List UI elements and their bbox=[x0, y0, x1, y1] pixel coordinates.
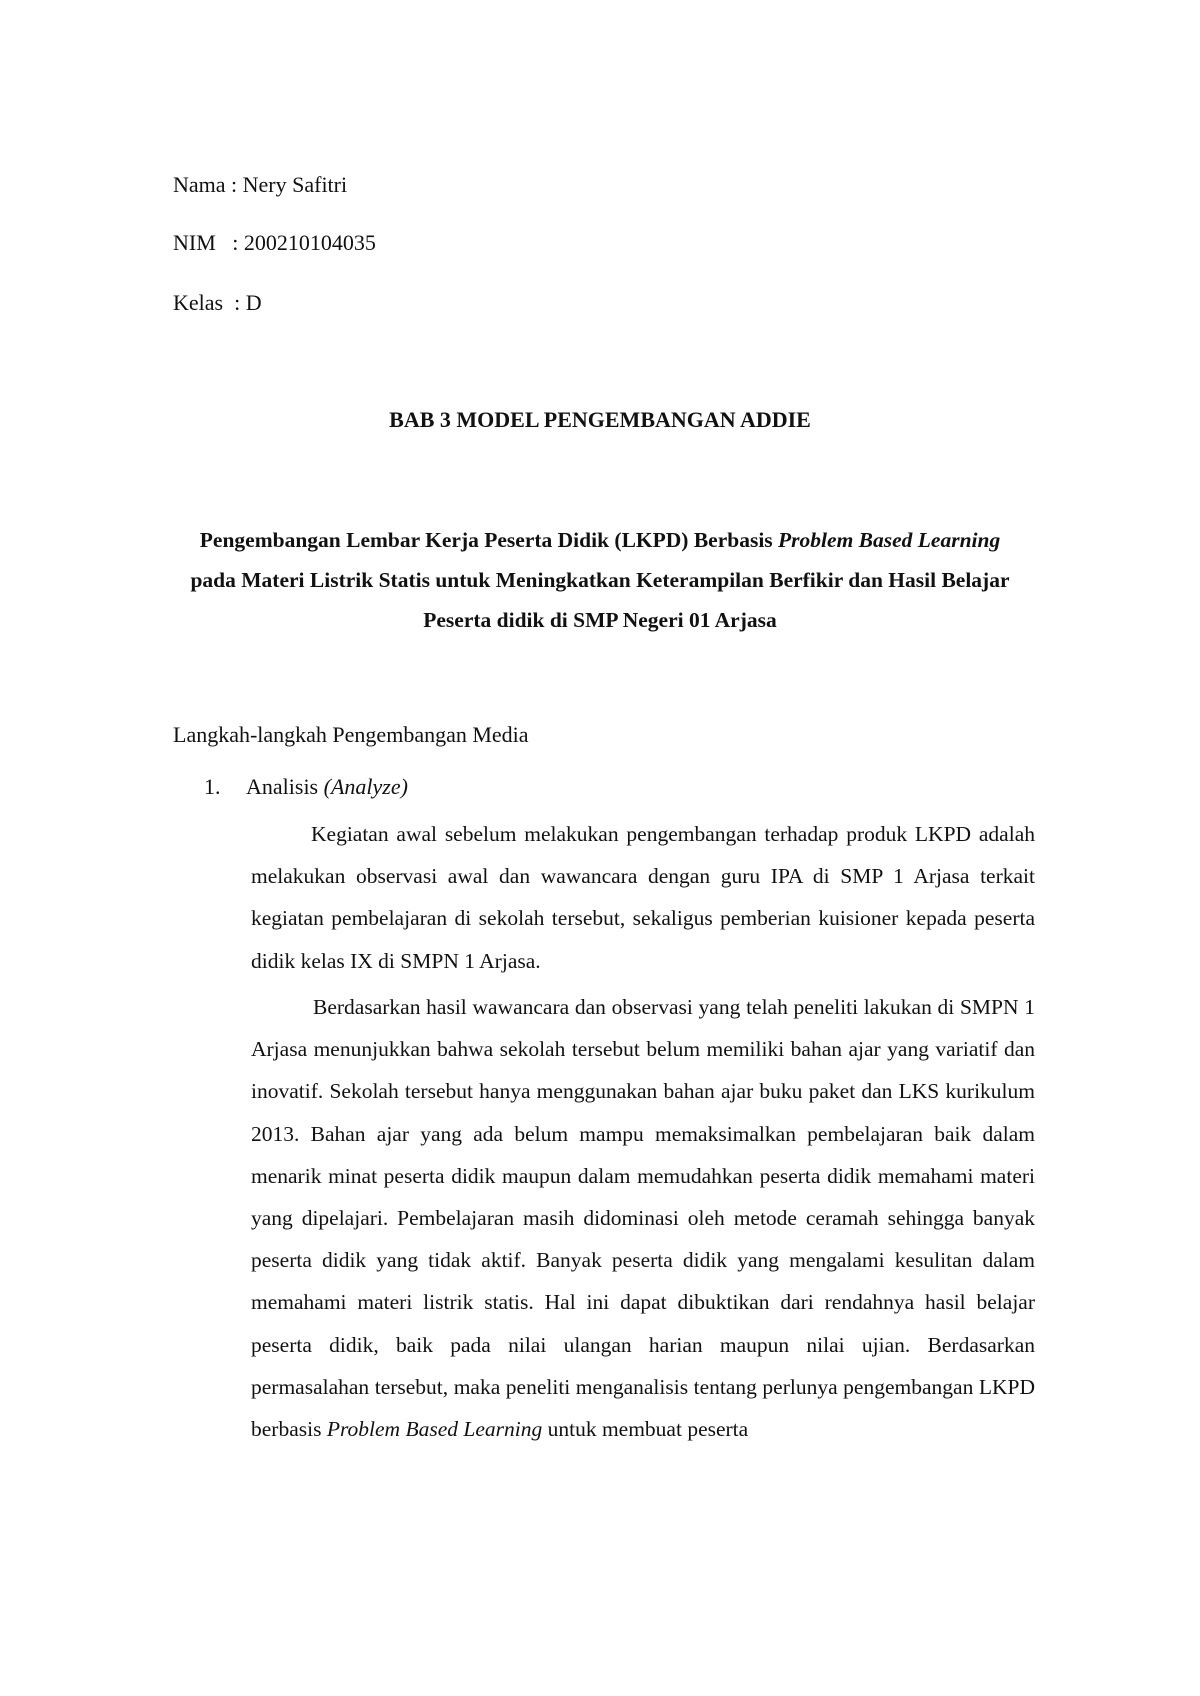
research-title-part1: Pengembangan Lembar Kerja Peserta Didik (LKPD) Berbasis bbox=[199, 528, 779, 552]
list-number: 1. bbox=[204, 774, 221, 799]
student-name-line: Nama : Nery Safitri bbox=[173, 172, 348, 197]
section-heading: Langkah-langkah Pengembangan Media bbox=[173, 722, 529, 747]
research-title bbox=[180, 520, 1020, 640]
list-label: Analisis bbox=[246, 774, 324, 799]
paragraph-2-text: Berdasarkan hasil wawancara dan observasi yang telah peneliti lakukan di SMPN 1 Arjasa menunjukkan bahwa sekolah tersebut belum memiliki bahan ajar yang variatif dan inovatif. Sekolah tersebut hanya menggunakan bahan ajar buku paket dan LKS kurikulum 2013. Bahan ajar yang ada belum mampu memaksimalkan pembelajaran baik dalam menarik minat peserta didik maupun dalam memudahkan peserta didik memahami materi yang dipelajari. Pembelajaran masih didominasi oleh metode ceramah sehingga banyak peserta didik yang tidak aktif. Banyak peserta didik yang mengalami kesulitan dalam memahami materi listrik statis. Hal ini dapat dibuktikan dari rendahnya hasil belajar peserta didik, baik pada nilai ulangan harian maupun nilai ujian. Berdasarkan permasalahan tersebut, maka peneliti menganalisis tentang perlunya pengembangan LKPD berbasis bbox=[251, 995, 1035, 1442]
research-title-part2: pada Materi Listrik Statis untuk Meningkatkan Keterampilan Berfikir dan Hasil Belajar Peserta didik di SMP Negeri 01 Arjasa bbox=[190, 568, 1010, 632]
chapter-title: BAB 3 MODEL PENGEMBANGAN ADDIE bbox=[389, 407, 811, 432]
paragraph-2-tail: untuk membuat peserta bbox=[542, 1417, 749, 1442]
paragraph-1: Kegiatan awal sebelum melakukan pengembangan terhadap produk LKPD adalah melakukan observasi awal dan wawancara dengan guru IPA di SMP 1 Arjasa terkait kegiatan pembelajaran di sekolah tersebut, sekaligus pemberian kuisioner kepada peserta didik kelas IX di SMPN 1 Arjasa. bbox=[251, 822, 1035, 973]
list-label-italic: (Analyze) bbox=[323, 774, 408, 799]
paragraph-2-italic: Problem Based Learning bbox=[326, 1417, 543, 1442]
paragraph-2 bbox=[251, 986, 1035, 1450]
student-class-line: Kelas : D bbox=[173, 290, 262, 315]
student-nim-line: NIM : 200210104035 bbox=[173, 230, 376, 255]
research-title-italic: Problem Based Learning bbox=[778, 528, 1001, 552]
list-item-analysis bbox=[204, 776, 408, 798]
